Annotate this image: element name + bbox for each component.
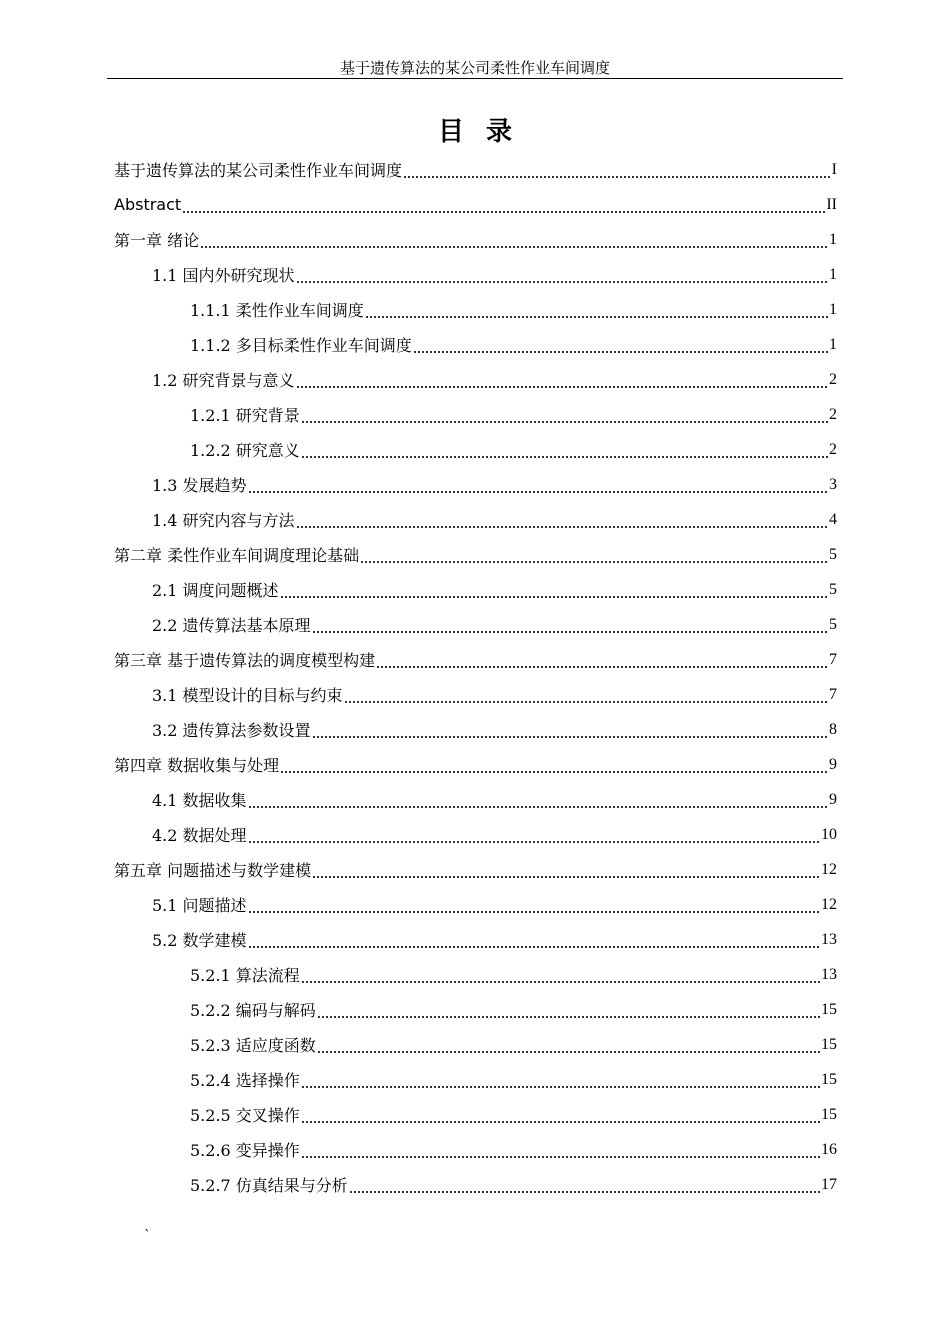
toc-entry[interactable] <box>190 1027 837 1062</box>
toc-entry-page: 1 <box>829 230 837 248</box>
toc-entry-text: 4.2 数据处理 <box>152 826 247 845</box>
toc-entry[interactable] <box>152 467 837 502</box>
toc-entry-page: 15 <box>821 1070 837 1088</box>
toc-entry-text: 1.2.2 研究意义 <box>190 441 300 460</box>
toc-entry[interactable] <box>152 607 837 642</box>
toc-entry-page: 2 <box>829 370 837 388</box>
toc-entry-page: 9 <box>829 790 837 808</box>
toc-entry-text: 5.2.5 交叉操作 <box>190 1106 300 1125</box>
toc-entry-page: 5 <box>829 580 837 598</box>
toc-leader-dots <box>403 160 831 180</box>
toc-entry-text: 3.1 模型设计的目标与约束 <box>152 686 343 705</box>
toc-leader-dots <box>376 650 828 670</box>
toc-entry-page: 12 <box>821 860 837 878</box>
toc-leader-dots <box>248 895 820 915</box>
toc-entry-text: 1.2.1 研究背景 <box>190 406 300 425</box>
toc-entry[interactable] <box>152 782 837 817</box>
stray-mark: ` <box>144 1228 151 1244</box>
toc-leader-dots <box>365 300 828 320</box>
toc-entry-page: 8 <box>829 720 837 738</box>
toc-leader-dots <box>248 825 820 845</box>
toc-entry[interactable] <box>190 397 837 432</box>
toc-entry-text: 第一章 绪论 <box>114 231 200 250</box>
toc-entry-page: 1 <box>829 300 837 318</box>
toc-entry[interactable] <box>190 327 837 362</box>
toc-entry-text: 5.2.4 选择操作 <box>190 1071 300 1090</box>
toc-entry-text: 2.1 调度问题概述 <box>152 581 279 600</box>
toc-entry-text: 5.2.1 算法流程 <box>190 966 300 985</box>
toc-leader-dots <box>200 230 828 250</box>
toc-entry[interactable] <box>190 957 837 992</box>
toc-entry-text: 第二章 柔性作业车间调度理论基础 <box>114 546 360 565</box>
toc-leader-dots <box>301 440 828 460</box>
toc-entry-text: 5.2.2 编码与解码 <box>190 1001 316 1020</box>
toc-leader-dots <box>280 580 828 600</box>
toc-entry[interactable] <box>114 222 837 257</box>
toc-entry-text: 1.1.2 多目标柔性作业车间调度 <box>190 336 412 355</box>
toc-entry-page: II <box>826 195 837 213</box>
toc-entry-page: 5 <box>829 615 837 633</box>
toc-leader-dots <box>296 370 828 390</box>
toc-entry-text: 1.1.1 柔性作业车间调度 <box>190 301 364 320</box>
toc-entry-text: 5.2 数学建模 <box>152 931 247 950</box>
toc-entry-text: 第四章 数据收集与处理 <box>114 756 280 775</box>
toc-entry-page: 9 <box>829 755 837 773</box>
toc-entry[interactable] <box>114 537 837 572</box>
toc-leader-dots <box>413 335 828 355</box>
toc-leader-dots <box>301 1070 820 1090</box>
toc-entry[interactable] <box>190 1097 837 1132</box>
toc-leader-dots <box>301 1105 820 1125</box>
toc-entry-text: 5.2.7 仿真结果与分析 <box>190 1176 348 1195</box>
toc-entry-page: 4 <box>829 510 837 528</box>
toc-leader-dots <box>301 405 828 425</box>
toc-leader-dots <box>296 510 828 530</box>
toc-entry-page: I <box>831 160 837 178</box>
toc-leader-dots <box>248 475 828 495</box>
toc-entry-page: 1 <box>829 265 837 283</box>
toc-entry[interactable] <box>190 992 837 1027</box>
toc-entry-page: 2 <box>829 405 837 423</box>
toc-entry-page: 15 <box>821 1035 837 1053</box>
toc-entry[interactable] <box>152 362 837 397</box>
toc-entry[interactable] <box>152 677 837 712</box>
toc-entry-text: 5.1 问题描述 <box>152 896 247 915</box>
toc-entry[interactable] <box>152 817 837 852</box>
toc-entry[interactable] <box>152 572 837 607</box>
toc-entry[interactable] <box>152 712 837 747</box>
toc-leader-dots <box>296 265 828 285</box>
toc-entry[interactable] <box>114 642 837 677</box>
header-rule <box>107 78 843 79</box>
toc-entry-text: 2.2 遗传算法基本原理 <box>152 616 311 635</box>
toc-leader-dots <box>280 755 828 775</box>
toc-entry[interactable] <box>190 292 837 327</box>
toc-entry-text: 4.1 数据收集 <box>152 791 247 810</box>
toc-leader-dots <box>248 930 820 950</box>
toc-entry-text: 1.1 国内外研究现状 <box>152 266 295 285</box>
toc-entry-page: 5 <box>829 545 837 563</box>
toc-leader-dots <box>182 195 825 215</box>
toc-entry-page: 15 <box>821 1105 837 1123</box>
toc-entry[interactable] <box>190 432 837 467</box>
toc-entry-page: 17 <box>821 1175 837 1193</box>
toc-entry-text: 1.3 发展趋势 <box>152 476 247 495</box>
toc-entry-text: 第三章 基于遗传算法的调度模型构建 <box>114 651 376 670</box>
toc-entry[interactable] <box>152 502 837 537</box>
toc-entry-text: 1.2 研究背景与意义 <box>152 371 295 390</box>
toc-entry-text: 第五章 问题描述与数学建模 <box>114 861 312 880</box>
toc-entry-page: 12 <box>821 895 837 913</box>
toc-title: 目录 <box>437 117 534 147</box>
toc-leader-dots <box>317 1035 820 1055</box>
toc-entry[interactable] <box>152 887 837 922</box>
toc-leader-dots <box>312 720 828 740</box>
toc-entry[interactable] <box>152 922 837 957</box>
toc-entry[interactable] <box>190 1062 837 1097</box>
toc-entry[interactable] <box>114 747 837 782</box>
toc-entry-page: 7 <box>829 685 837 703</box>
toc-leader-dots <box>317 1000 820 1020</box>
toc-entry-text: 基于遗传算法的某公司柔性作业车间调度 <box>114 161 403 180</box>
toc-entry-page: 13 <box>821 930 837 948</box>
toc-entry[interactable] <box>190 1167 837 1202</box>
toc-entry[interactable] <box>114 152 837 187</box>
toc-entry[interactable] <box>114 187 837 222</box>
toc-leader-dots <box>312 860 820 880</box>
toc-leader-dots <box>301 965 820 985</box>
toc-leader-dots <box>349 1175 820 1195</box>
toc-leader-dots <box>344 685 828 705</box>
toc-entry-text: 5.2.6 变异操作 <box>190 1141 300 1160</box>
toc-entry-text: 1.4 研究内容与方法 <box>152 511 295 530</box>
toc-entry-page: 7 <box>829 650 837 668</box>
toc-leader-dots <box>248 790 828 810</box>
toc-entry-page: 2 <box>829 440 837 458</box>
toc-entry[interactable] <box>152 257 837 292</box>
toc-leader-dots <box>312 615 828 635</box>
toc-leader-dots <box>360 545 828 565</box>
toc-entry-text: 3.2 遗传算法参数设置 <box>152 721 311 740</box>
toc-entry-page: 3 <box>829 475 837 493</box>
toc-entry-page: 1 <box>829 335 837 353</box>
toc-entry-text: 5.2.3 适应度函数 <box>190 1036 316 1055</box>
toc-entry-page: 13 <box>821 965 837 983</box>
page-header: 基于遗传算法的某公司柔性作业车间调度 <box>339 59 610 77</box>
toc-entry[interactable] <box>114 852 837 887</box>
toc-entry-page: 15 <box>821 1000 837 1018</box>
toc-entry-text: Abstract <box>114 195 182 214</box>
toc-entry-page: 10 <box>821 825 837 843</box>
toc-entry[interactable] <box>190 1132 837 1167</box>
toc-leader-dots <box>301 1140 820 1160</box>
toc-entry-page: 16 <box>821 1140 837 1158</box>
